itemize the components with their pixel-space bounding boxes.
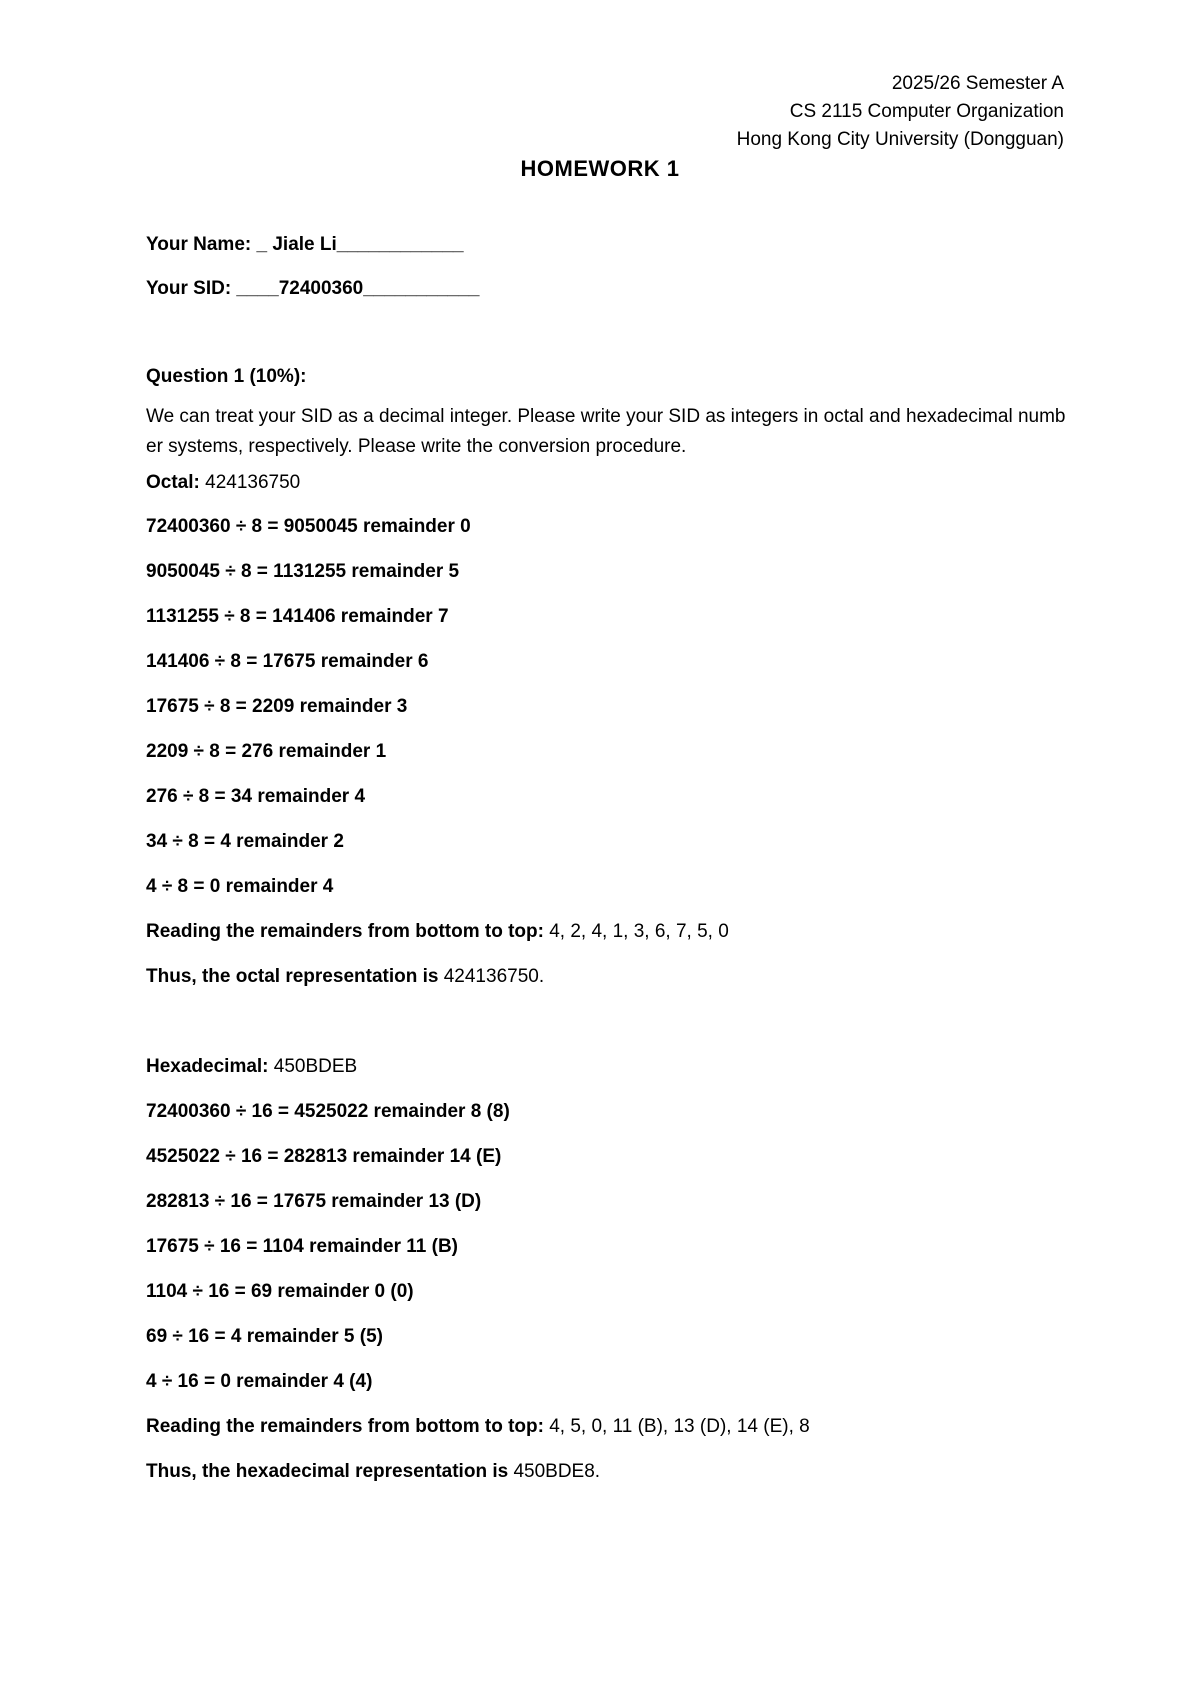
octal-step: 9050045 ÷ 8 = 1131255 remainder 5 [146, 561, 460, 582]
question-heading: Question 1 (10%): [146, 366, 307, 387]
octal-reading-value: 4, 2, 4, 1, 3, 6, 7, 5, 0 [543, 921, 729, 942]
hex-conclusion-line [146, 1461, 600, 1483]
octal-step: 72400360 ÷ 8 = 9050045 remainder 0 [146, 516, 471, 537]
hex-answer-line [146, 1056, 357, 1078]
hex-conclusion-label: Thus, the hexadecimal representation is [146, 1461, 509, 1482]
octal-conclusion-line [146, 966, 544, 988]
octal-conclusion-value: 424136750. [438, 966, 545, 987]
octal-conclusion-label: Thus, the octal representation is [146, 966, 439, 987]
hex-reading-line [146, 1416, 810, 1438]
sid-value: ____72400360___________ [231, 278, 480, 299]
octal-step: 1131255 ÷ 8 = 141406 remainder 7 [146, 606, 449, 627]
student-name-line [146, 234, 464, 256]
hex-conclusion-value: 450BDE8. [508, 1461, 601, 1482]
octal-label: Octal: [146, 472, 200, 493]
octal-answer: 424136750 [199, 472, 301, 493]
name-label: Your Name: [146, 234, 252, 255]
octal-step: 17675 ÷ 8 = 2209 remainder 3 [146, 696, 408, 717]
university-text: Hong Kong City University (Dongguan) [736, 129, 1064, 150]
octal-step: 2209 ÷ 8 = 276 remainder 1 [146, 741, 387, 762]
semester-text: 2025/26 Semester A [891, 73, 1064, 94]
name-value: _ Jiale Li____________ [251, 234, 464, 255]
question-prompt: We can treat your SID as a decimal integer. Please write your SID as integers in octal and hexadecimal number systems, respectively. Please write the conversion procedure. [146, 406, 1066, 457]
hex-step: 17675 ÷ 16 = 1104 remainder 11 (B) [146, 1236, 458, 1257]
hex-label: Hexadecimal: [146, 1056, 269, 1077]
page-title: HOMEWORK 1 [520, 156, 680, 181]
octal-step: 4 ÷ 8 = 0 remainder 4 [146, 876, 334, 897]
octal-step: 276 ÷ 8 = 34 remainder 4 [146, 786, 366, 807]
octal-reading-label: Reading the remainders from bottom to top: [146, 921, 544, 942]
hex-reading-value: 4, 5, 0, 11 (B), 13 (D), 14 (E), 8 [543, 1416, 810, 1437]
octal-reading-line [146, 921, 729, 943]
course-header [737, 70, 1064, 154]
hex-step: 4525022 ÷ 16 = 282813 remainder 14 (E) [146, 1146, 502, 1167]
hex-reading-label: Reading the remainders from bottom to top: [146, 1416, 544, 1437]
hex-answer: 450BDEB [268, 1056, 358, 1077]
octal-step: 34 ÷ 8 = 4 remainder 2 [146, 831, 344, 852]
hex-step: 4 ÷ 16 = 0 remainder 4 (4) [146, 1371, 373, 1392]
hex-step: 69 ÷ 16 = 4 remainder 5 (5) [146, 1326, 383, 1347]
course-text: CS 2115 Computer Organization [789, 101, 1064, 122]
octal-step: 141406 ÷ 8 = 17675 remainder 6 [146, 651, 429, 672]
student-sid-line [146, 278, 479, 300]
hex-step: 1104 ÷ 16 = 69 remainder 0 (0) [146, 1281, 414, 1302]
hex-step: 72400360 ÷ 16 = 4525022 remainder 8 (8) [146, 1101, 510, 1122]
hex-step: 282813 ÷ 16 = 17675 remainder 13 (D) [146, 1191, 482, 1212]
sid-label: Your SID: [146, 278, 232, 299]
octal-answer-line [146, 472, 300, 494]
